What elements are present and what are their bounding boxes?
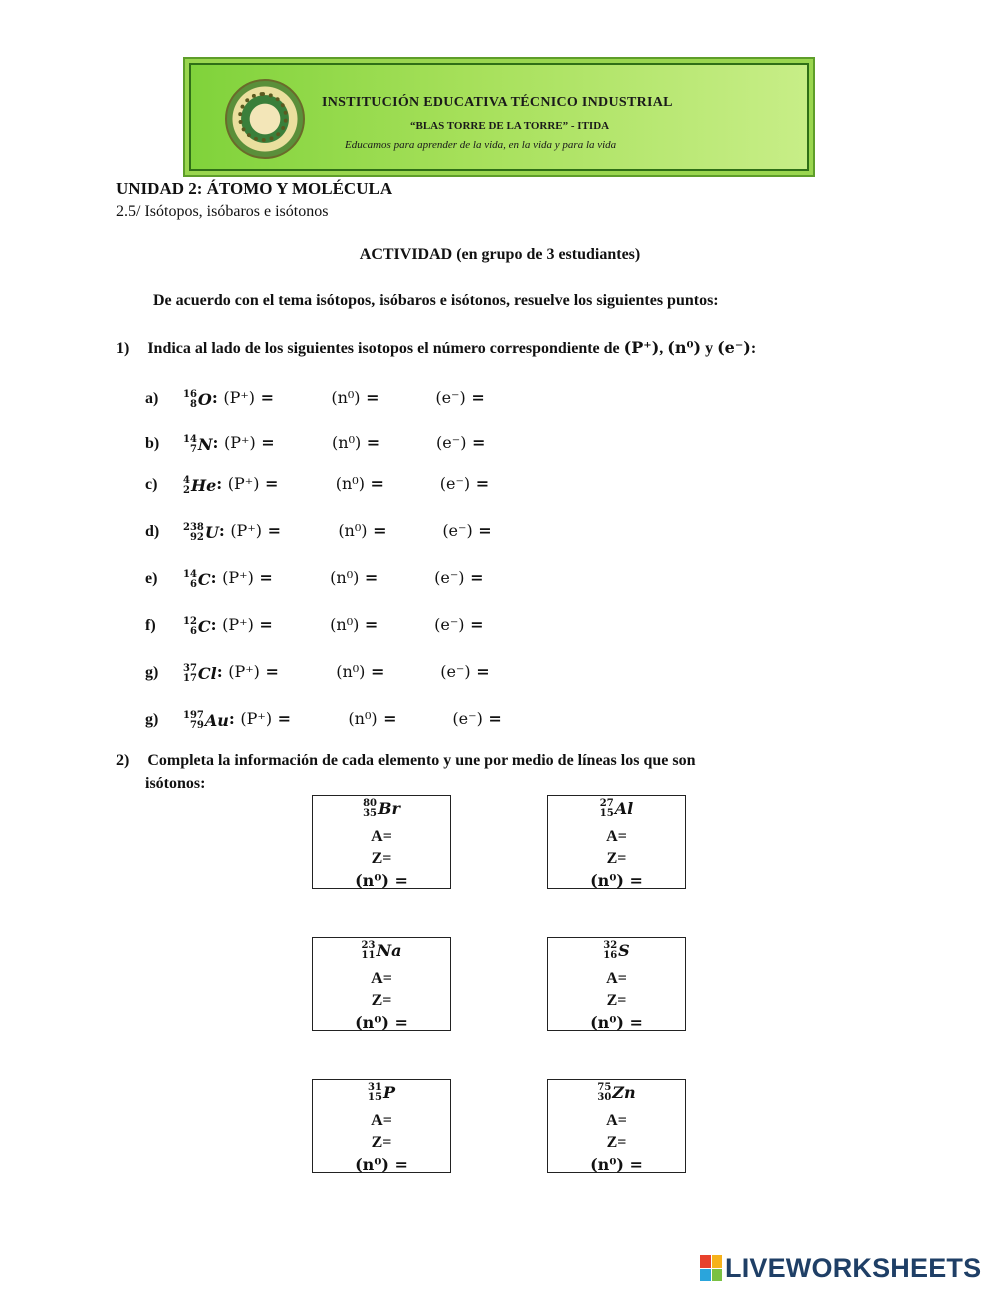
- field-a[interactable]: A=: [606, 1112, 627, 1129]
- electron-field-label: (e⁻): [436, 433, 467, 452]
- electron-field-label: (e⁻): [442, 521, 473, 540]
- isotope-notation: [183, 522, 219, 543]
- field-z[interactable]: Z=: [606, 850, 627, 867]
- question-2-line2: isótonos:: [145, 775, 206, 792]
- field-neutrons[interactable]: (n⁰) =: [355, 1013, 408, 1032]
- atomic-number: 15: [368, 1091, 382, 1103]
- mass-number: 27: [599, 797, 614, 809]
- field-neutrons[interactable]: (n⁰) =: [590, 871, 643, 890]
- field-neutrons[interactable]: (n⁰) =: [355, 1155, 408, 1174]
- mass-number: 32: [603, 939, 618, 951]
- row-label: c): [145, 476, 158, 493]
- field-z[interactable]: Z=: [371, 992, 392, 1009]
- atomic-number: 30: [597, 1091, 612, 1103]
- neutron-answer-blank[interactable]: [380, 385, 410, 403]
- element-symbol: C: [197, 570, 211, 590]
- electron-field-label: (e⁻): [435, 388, 466, 407]
- atomic-number: 2: [183, 484, 190, 496]
- element-symbol: Na: [376, 941, 402, 960]
- element-symbol: P: [382, 1083, 395, 1102]
- mass-number: 16: [183, 388, 197, 400]
- row-label: d): [145, 523, 160, 540]
- electron-answer-blank[interactable]: [490, 659, 520, 677]
- mass-number: 197: [183, 709, 204, 721]
- proton-answer-blank[interactable]: [281, 518, 311, 536]
- school-seal-icon: [225, 79, 305, 159]
- element-symbol: Cl: [197, 664, 217, 684]
- isotope-notation: [183, 710, 229, 731]
- proton-answer-blank[interactable]: [273, 565, 303, 583]
- row-label: g): [145, 711, 159, 728]
- neutron-field-label: (n⁰): [330, 615, 360, 634]
- isotope-row: b) 14 7 N: (P⁺) = (n⁰) = (e⁻) =: [145, 430, 515, 455]
- field-a[interactable]: A=: [371, 970, 392, 987]
- isotope-row: g) 197 79 Au: (P⁺) = (n⁰) = (e⁻) =: [145, 706, 532, 731]
- element-symbol: He: [190, 476, 217, 496]
- isotope-row: d) 238 92 U: (P⁺) = (n⁰) = (e⁻) =: [145, 518, 522, 543]
- brand-name: LIVEWORKSHEETS: [725, 1252, 982, 1283]
- electron-answer-blank[interactable]: [502, 706, 532, 724]
- mass-number: 14: [183, 568, 197, 580]
- neutron-field-label: (n⁰): [348, 709, 378, 728]
- neutron-answer-blank[interactable]: [380, 430, 410, 448]
- isotope-notation: [603, 940, 629, 961]
- neutron-field-label: (n⁰): [332, 433, 362, 452]
- isotope-row: f) 12 6 C: (P⁺) = (n⁰) = (e⁻) =: [145, 612, 514, 637]
- field-z[interactable]: Z=: [371, 1134, 392, 1151]
- field-neutrons[interactable]: (n⁰) =: [355, 871, 408, 890]
- atomic-number: 7: [189, 443, 197, 455]
- proton-field-label: (P⁺): [222, 615, 254, 634]
- neutron-field-label: (n⁰): [335, 474, 365, 493]
- electron-answer-blank[interactable]: [489, 471, 519, 489]
- mass-number: 14: [183, 433, 197, 445]
- electron-field-label: (e⁻): [434, 615, 465, 634]
- electron-answer-blank[interactable]: [485, 430, 515, 448]
- field-z[interactable]: Z=: [606, 992, 627, 1009]
- neutron-field-label: (n⁰): [338, 521, 368, 540]
- element-box[interactable]: [547, 1079, 686, 1173]
- isotope-notation: [183, 663, 217, 684]
- activity-title: ACTIVIDAD (en grupo de 3 estudiantes): [359, 246, 641, 263]
- atomic-number: 92: [189, 531, 204, 543]
- neutron-answer-blank[interactable]: [397, 706, 427, 724]
- isotope-notation: [362, 940, 402, 961]
- atomic-number: 17: [183, 672, 197, 684]
- question-number: 1): [116, 340, 130, 357]
- isotope-notation: [183, 616, 211, 637]
- field-a[interactable]: A=: [606, 970, 627, 987]
- unit-subtitle: 2.5/ Isótopos, isóbaros e isótonos: [116, 203, 329, 220]
- proton-field-label: (P⁺): [222, 568, 254, 587]
- isotope-row: a) 16 8 O: (P⁺) = (n⁰) = (e⁻) =: [145, 385, 515, 410]
- neutron-answer-blank[interactable]: [384, 659, 414, 677]
- element-symbol: N: [197, 435, 213, 455]
- element-symbol: Au: [204, 711, 229, 731]
- proton-field-label: (P⁺): [240, 709, 273, 728]
- mass-number: 37: [183, 662, 197, 674]
- row-label: b): [145, 435, 160, 452]
- neutron-symbol: (n⁰): [667, 338, 702, 357]
- element-box[interactable]: [312, 795, 451, 889]
- isotope-notation: [183, 389, 212, 410]
- electron-answer-blank[interactable]: [484, 565, 514, 583]
- school-banner: [183, 57, 815, 177]
- mass-number: 4: [183, 474, 190, 486]
- electron-field-label: (e⁻): [439, 474, 471, 493]
- mass-number: 75: [597, 1081, 612, 1093]
- electron-field-label: (e⁻): [440, 662, 471, 681]
- element-symbol: C: [197, 617, 211, 637]
- electron-field-label: (e⁻): [434, 568, 465, 587]
- atomic-number: 16: [603, 949, 618, 961]
- proton-field-label: (P⁺): [224, 433, 256, 452]
- field-a[interactable]: A=: [371, 828, 392, 845]
- electron-answer-blank[interactable]: [484, 612, 514, 630]
- neutron-field-label: (n⁰): [336, 662, 366, 681]
- neutron-answer-blank[interactable]: [384, 471, 414, 489]
- element-box[interactable]: [312, 1079, 451, 1173]
- isotope-notation: [600, 798, 633, 819]
- proton-field-label: (P⁺): [230, 521, 263, 540]
- electron-symbol: (e⁻): [717, 338, 751, 357]
- field-a[interactable]: A=: [606, 828, 627, 845]
- row-label: a): [145, 390, 159, 407]
- proton-symbol: (P⁺): [623, 338, 660, 357]
- neutron-field-label: (n⁰): [330, 568, 360, 587]
- isotope-row: e) 14 6 C: (P⁺) = (n⁰) = (e⁻) =: [145, 565, 514, 590]
- electron-answer-blank[interactable]: [485, 385, 515, 403]
- atomic-number: 79: [189, 719, 204, 731]
- electron-answer-blank[interactable]: [492, 518, 522, 536]
- row-label: e): [145, 570, 158, 587]
- atomic-number: 35: [363, 807, 377, 819]
- electron-field-label: (e⁻): [452, 709, 483, 728]
- atomic-number: 11: [361, 949, 376, 961]
- atomic-number: 8: [189, 398, 197, 410]
- isotope-row: g) 37 17 Cl: (P⁺) = (n⁰) = (e⁻) =: [145, 659, 520, 684]
- element-box[interactable]: [547, 795, 686, 889]
- element-symbol: Br: [377, 799, 400, 818]
- neutron-answer-blank[interactable]: [387, 518, 417, 536]
- proton-field-label: (P⁺): [227, 474, 260, 493]
- element-box[interactable]: [312, 937, 451, 1031]
- question-2: [116, 752, 695, 770]
- isotope-notation: [183, 434, 213, 455]
- question-text: Indica al lado de los siguientes isotopos el número correspondiente de: [147, 340, 620, 357]
- institution-name: INSTITUCIÓN EDUCATIVA TÉCNICO INDUSTRIAL: [322, 95, 673, 110]
- element-symbol: O: [197, 390, 212, 410]
- proton-answer-blank[interactable]: [275, 430, 305, 448]
- element-symbol: Al: [614, 799, 634, 818]
- field-z[interactable]: Z=: [371, 850, 392, 867]
- atomic-number: 15: [599, 807, 614, 819]
- question-number: 2): [116, 752, 130, 769]
- proton-field-label: (P⁺): [228, 662, 260, 681]
- isotope-notation: [183, 569, 211, 590]
- conjunction: y: [705, 340, 714, 357]
- isotope-notation: [363, 798, 400, 819]
- field-neutrons[interactable]: (n⁰) =: [590, 1013, 643, 1032]
- field-a[interactable]: A=: [371, 1112, 392, 1129]
- proton-answer-blank[interactable]: [279, 659, 309, 677]
- neutron-field-label: (n⁰): [331, 388, 361, 407]
- neutron-answer-blank[interactable]: [378, 612, 408, 630]
- isotope-notation: [597, 1082, 635, 1103]
- isotope-row: c) 4 2 He: (P⁺) = (n⁰) = (e⁻) =: [145, 471, 519, 496]
- institution-motto: Educamos para aprender de la vida, en la vida y para la vida: [345, 139, 617, 151]
- element-symbol: U: [204, 523, 219, 543]
- element-symbol: Zn: [612, 1083, 636, 1102]
- atomic-number: 6: [189, 578, 197, 590]
- proton-answer-blank[interactable]: [274, 385, 304, 403]
- element-box[interactable]: [547, 937, 686, 1031]
- mass-number: 12: [183, 615, 197, 627]
- mass-number: 23: [361, 939, 376, 951]
- liveworksheets-logo-icon: [700, 1255, 722, 1281]
- question-1: 1) Indica al lado de los siguientes isotopos el número correspondiente de (P⁺), (n⁰) y (e⁻):: [116, 338, 757, 357]
- unit-title: UNIDAD 2: ÁTOMO Y MOLÉCULA: [116, 179, 393, 198]
- isotope-notation: [368, 1082, 395, 1103]
- element-symbol: S: [618, 941, 630, 960]
- proton-field-label: (P⁺): [223, 388, 256, 407]
- atomic-number: 6: [189, 625, 197, 637]
- gear-icon: [238, 92, 288, 142]
- row-label: g): [145, 664, 159, 681]
- mass-number: 31: [368, 1081, 382, 1093]
- isotope-notation: [183, 475, 216, 496]
- proton-answer-blank[interactable]: [273, 612, 303, 630]
- liveworksheets-logo: [700, 1253, 981, 1283]
- proton-answer-blank[interactable]: [291, 706, 321, 724]
- field-z[interactable]: Z=: [606, 1134, 627, 1151]
- activity-intro: De acuerdo con el tema isótopos, isóbaros e isótonos, resuelve los siguientes puntos:: [153, 292, 719, 309]
- neutron-answer-blank[interactable]: [378, 565, 408, 583]
- institution-subname: “BLAS TORRE DE LA TORRE” - ITIDA: [410, 120, 610, 132]
- mass-number: 80: [363, 797, 377, 809]
- field-neutrons[interactable]: (n⁰) =: [590, 1155, 643, 1174]
- question-text-line1: Completa la información de cada elemento y une por medio de líneas los que son: [147, 752, 696, 769]
- proton-answer-blank[interactable]: [278, 471, 308, 489]
- mass-number: 238: [183, 521, 204, 533]
- row-label: f): [145, 617, 156, 634]
